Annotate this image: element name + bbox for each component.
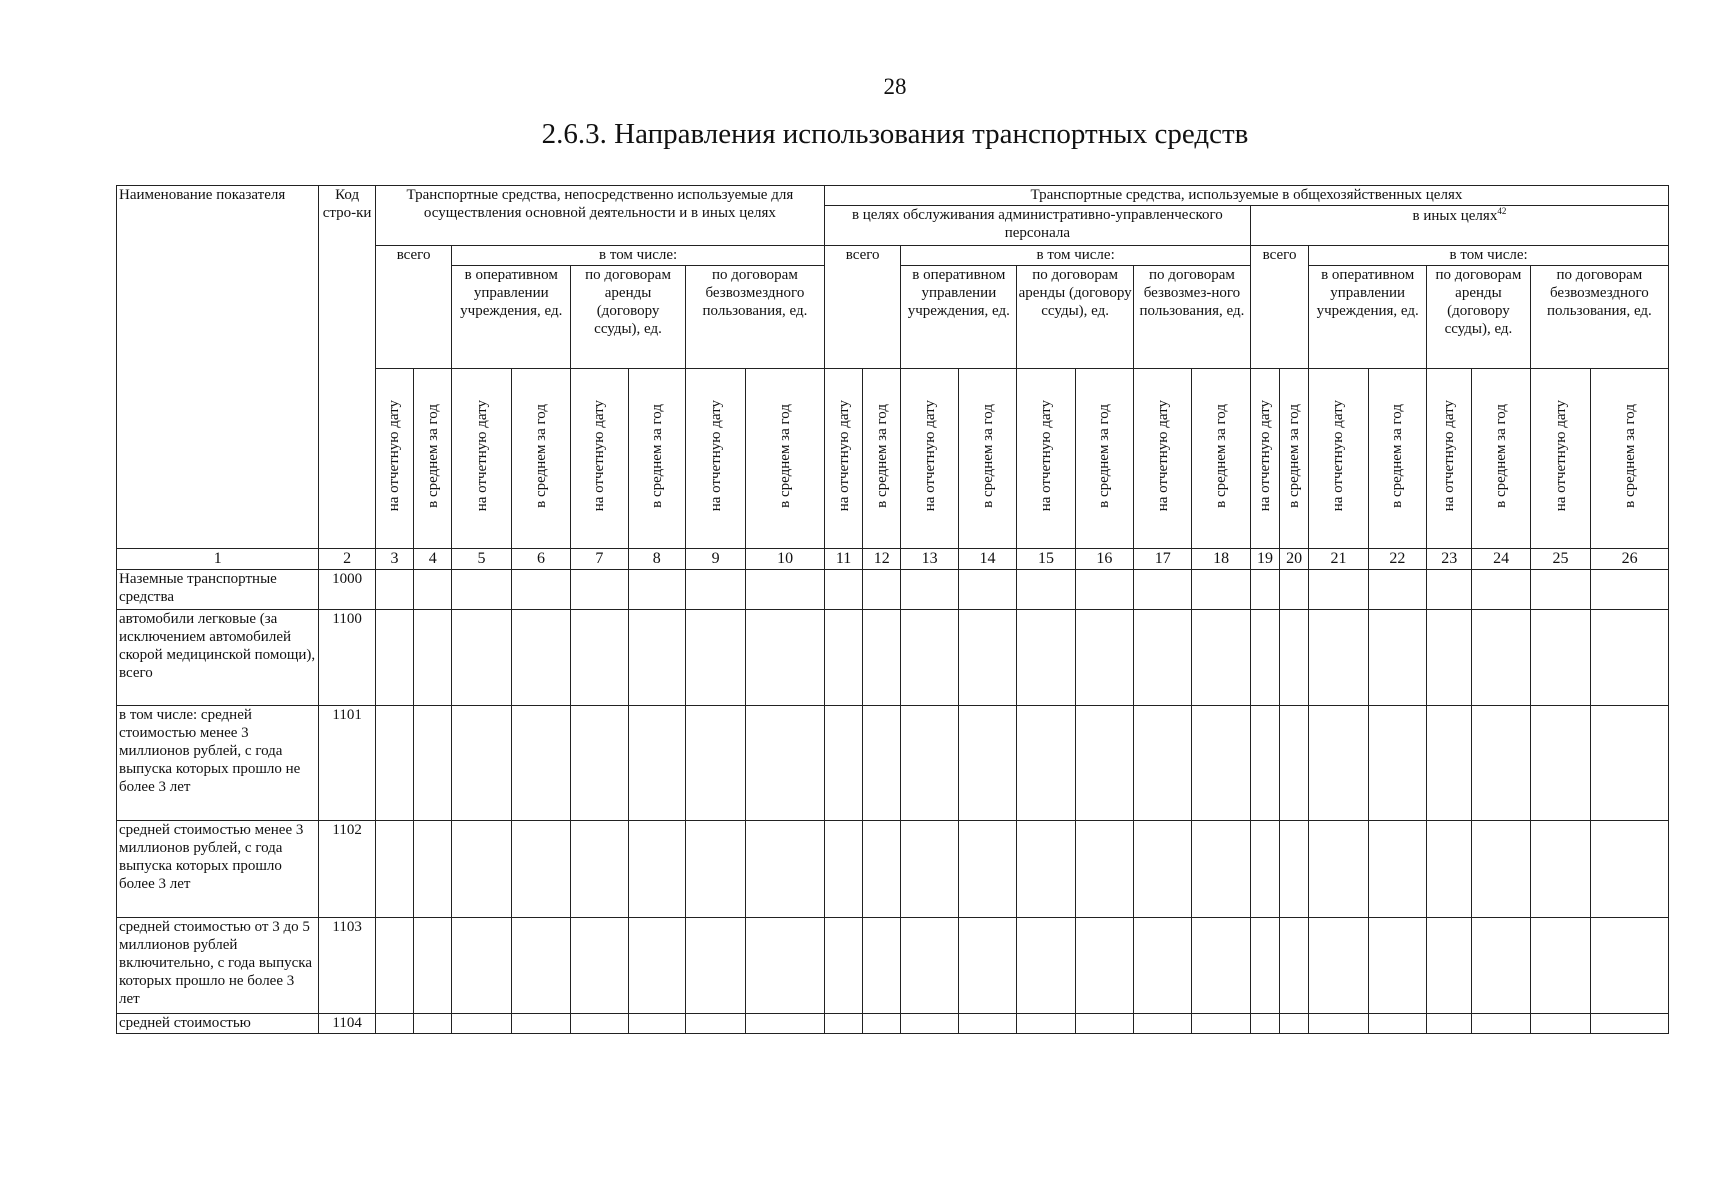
value-cell[interactable] bbox=[571, 918, 628, 1014]
column-number: 16 bbox=[1075, 549, 1133, 570]
value-cell[interactable] bbox=[1368, 821, 1426, 918]
header-lease-admin: по договорам аренды (договору ссуды), ед. bbox=[1017, 266, 1134, 369]
value-cell[interactable] bbox=[375, 570, 413, 610]
on-date-label: на отчетную дату bbox=[1256, 400, 1273, 512]
value-cell[interactable] bbox=[1192, 1014, 1250, 1034]
value-cell[interactable] bbox=[1591, 706, 1669, 821]
value-cell[interactable] bbox=[375, 706, 413, 821]
on-date-label: на отчетную дату bbox=[707, 400, 724, 512]
header-including-admin: в том числе: bbox=[901, 246, 1250, 266]
value-cell[interactable] bbox=[571, 821, 628, 918]
header-on-date bbox=[375, 369, 413, 549]
value-cell[interactable] bbox=[1250, 706, 1279, 821]
value-cell[interactable] bbox=[1075, 610, 1133, 706]
header-free-use-admin: по договорам безвозмез-ного пользования, ед. bbox=[1134, 266, 1251, 369]
value-cell[interactable] bbox=[1075, 706, 1133, 821]
header-lease-other: по договорам аренды (договору ссуды), ед. bbox=[1427, 266, 1531, 369]
column-number: 26 bbox=[1591, 549, 1669, 570]
value-cell[interactable] bbox=[1472, 610, 1530, 706]
value-cell[interactable] bbox=[1017, 918, 1075, 1014]
table-row bbox=[117, 918, 1669, 1014]
value-cell[interactable] bbox=[452, 918, 511, 1014]
value-cell[interactable] bbox=[1075, 821, 1133, 918]
column-number: 2 bbox=[319, 549, 375, 570]
avg-year-label: в среднем за год bbox=[1096, 404, 1113, 508]
value-cell[interactable] bbox=[511, 610, 570, 706]
header-operational-main: в оперативном управлении учреждения, ед. bbox=[452, 266, 571, 369]
value-cell[interactable] bbox=[863, 1014, 901, 1034]
value-cell[interactable] bbox=[1368, 706, 1426, 821]
column-number: 6 bbox=[511, 549, 570, 570]
header-avg-year bbox=[1368, 369, 1426, 549]
value-cell[interactable] bbox=[901, 570, 958, 610]
header-on-date bbox=[1309, 369, 1368, 549]
value-cell[interactable] bbox=[1134, 706, 1192, 821]
value-cell[interactable] bbox=[1280, 706, 1309, 821]
header-avg-year bbox=[1280, 369, 1309, 549]
value-cell[interactable] bbox=[1368, 610, 1426, 706]
value-cell[interactable] bbox=[685, 610, 745, 706]
value-cell[interactable] bbox=[628, 706, 685, 821]
header-total-admin: всего bbox=[824, 246, 901, 369]
value-cell[interactable] bbox=[1309, 610, 1368, 706]
header-sub-admin: в целях обслуживания административно-управленческого персонала bbox=[824, 206, 1250, 246]
value-cell[interactable] bbox=[1192, 821, 1250, 918]
row-name: автомобили легковые (за исключением автомобилей скорой медицинской помощи), всего bbox=[117, 610, 319, 706]
column-number: 1 bbox=[117, 549, 319, 570]
row-name: средней стоимостью от 3 до 5 миллионов рублей включительно, с года выпуска которых прошло не более 3 лет bbox=[117, 918, 319, 1014]
value-cell[interactable] bbox=[685, 1014, 745, 1034]
avg-year-label: в среднем за год bbox=[979, 404, 996, 508]
value-cell[interactable] bbox=[746, 610, 825, 706]
column-number: 20 bbox=[1280, 549, 1309, 570]
on-date-label: на отчетную дату bbox=[386, 400, 403, 512]
value-cell[interactable] bbox=[1280, 821, 1309, 918]
column-number: 17 bbox=[1134, 549, 1192, 570]
table-row bbox=[117, 610, 1669, 706]
value-cell[interactable] bbox=[1192, 570, 1250, 610]
table-row bbox=[117, 570, 1669, 610]
header-avg-year bbox=[511, 369, 570, 549]
header-total-other: всего bbox=[1250, 246, 1308, 369]
avg-year-label: в среднем за год bbox=[873, 404, 890, 508]
value-cell[interactable] bbox=[1472, 821, 1530, 918]
header-avg-year bbox=[958, 369, 1016, 549]
column-number: 14 bbox=[958, 549, 1016, 570]
value-cell[interactable] bbox=[901, 821, 958, 918]
header-free-use-main: по договорам безвозмездного пользования, ед. bbox=[685, 266, 824, 369]
value-cell[interactable] bbox=[511, 570, 570, 610]
value-cell[interactable] bbox=[685, 821, 745, 918]
avg-year-label: в среднем за год bbox=[1213, 404, 1230, 508]
value-cell[interactable] bbox=[628, 570, 685, 610]
value-cell[interactable] bbox=[746, 821, 825, 918]
value-cell[interactable] bbox=[1075, 570, 1133, 610]
value-cell[interactable] bbox=[863, 821, 901, 918]
header-on-date bbox=[1017, 369, 1075, 549]
value-cell[interactable] bbox=[1530, 610, 1590, 706]
value-cell[interactable] bbox=[1427, 570, 1472, 610]
on-date-label: на отчетную дату bbox=[921, 400, 938, 512]
value-cell[interactable] bbox=[1427, 610, 1472, 706]
on-date-label: на отчетную дату bbox=[1552, 400, 1569, 512]
column-number: 7 bbox=[571, 549, 628, 570]
on-date-label: на отчетную дату bbox=[1154, 400, 1171, 512]
on-date-label: на отчетную дату bbox=[835, 400, 852, 512]
transport-usage-table bbox=[116, 185, 1669, 1034]
table-row bbox=[117, 706, 1669, 821]
header-including-main: в том числе: bbox=[452, 246, 825, 266]
column-number: 23 bbox=[1427, 549, 1472, 570]
value-cell[interactable] bbox=[1134, 1014, 1192, 1034]
on-date-label: на отчетную дату bbox=[473, 400, 490, 512]
value-cell[interactable] bbox=[958, 706, 1016, 821]
value-cell[interactable] bbox=[824, 570, 862, 610]
value-cell[interactable] bbox=[414, 918, 452, 1014]
value-cell[interactable] bbox=[1309, 1014, 1368, 1034]
value-cell[interactable] bbox=[901, 1014, 958, 1034]
value-cell[interactable] bbox=[375, 1014, 413, 1034]
header-avg-year bbox=[863, 369, 901, 549]
value-cell[interactable] bbox=[746, 1014, 825, 1034]
value-cell[interactable] bbox=[1134, 918, 1192, 1014]
row-name: средней стоимостью bbox=[117, 1014, 319, 1034]
header-operational-other: в оперативном управлении учреждения, ед. bbox=[1309, 266, 1427, 369]
value-cell[interactable] bbox=[1309, 821, 1368, 918]
header-on-date bbox=[685, 369, 745, 549]
value-cell[interactable] bbox=[1530, 706, 1590, 821]
header-on-date bbox=[1530, 369, 1590, 549]
value-cell[interactable] bbox=[375, 821, 413, 918]
column-number: 3 bbox=[375, 549, 413, 570]
column-number: 10 bbox=[746, 549, 825, 570]
value-cell[interactable] bbox=[511, 821, 570, 918]
value-cell[interactable] bbox=[901, 610, 958, 706]
value-cell[interactable] bbox=[1309, 918, 1368, 1014]
header-free-use-other: по договорам безвозмездного пользования, ед. bbox=[1530, 266, 1668, 369]
column-number: 19 bbox=[1250, 549, 1279, 570]
value-cell[interactable] bbox=[1309, 570, 1368, 610]
column-number: 8 bbox=[628, 549, 685, 570]
value-cell[interactable] bbox=[414, 610, 452, 706]
header-row-code: Код стро-ки bbox=[319, 186, 375, 549]
value-cell[interactable] bbox=[1250, 821, 1279, 918]
row-code: 1102 bbox=[319, 821, 375, 918]
value-cell[interactable] bbox=[375, 918, 413, 1014]
value-cell[interactable] bbox=[452, 706, 511, 821]
value-cell[interactable] bbox=[1075, 1014, 1133, 1034]
header-on-date bbox=[571, 369, 628, 549]
value-cell[interactable] bbox=[1427, 821, 1472, 918]
value-cell[interactable] bbox=[1134, 610, 1192, 706]
value-cell[interactable] bbox=[1472, 570, 1530, 610]
value-cell[interactable] bbox=[571, 1014, 628, 1034]
value-cell[interactable] bbox=[1134, 821, 1192, 918]
on-date-label: на отчетную дату bbox=[1330, 400, 1347, 512]
value-cell[interactable] bbox=[1368, 918, 1426, 1014]
value-cell[interactable] bbox=[824, 706, 862, 821]
avg-year-label: в среднем за год bbox=[532, 404, 549, 508]
on-date-label: на отчетную дату bbox=[591, 400, 608, 512]
avg-year-label: в среднем за год bbox=[1389, 404, 1406, 508]
header-avg-year bbox=[1591, 369, 1669, 549]
value-cell[interactable] bbox=[1472, 1014, 1530, 1034]
column-number: 13 bbox=[901, 549, 958, 570]
avg-year-label: в среднем за год bbox=[424, 404, 441, 508]
column-number: 24 bbox=[1472, 549, 1530, 570]
value-cell[interactable] bbox=[628, 821, 685, 918]
page-number: 28 bbox=[883, 74, 907, 99]
row-code: 1103 bbox=[319, 918, 375, 1014]
column-number: 11 bbox=[824, 549, 862, 570]
value-cell[interactable] bbox=[958, 1014, 1016, 1034]
column-number: 12 bbox=[863, 549, 901, 570]
header-group-general: Транспортные средства, используемые в общехозяйственных целях bbox=[824, 186, 1668, 206]
header-avg-year bbox=[414, 369, 452, 549]
avg-year-label: в среднем за год bbox=[777, 404, 794, 508]
value-cell[interactable] bbox=[824, 821, 862, 918]
table-row bbox=[117, 821, 1669, 918]
header-avg-year bbox=[1472, 369, 1530, 549]
value-cell[interactable] bbox=[452, 570, 511, 610]
table-row bbox=[117, 1014, 1669, 1034]
header-on-date bbox=[901, 369, 958, 549]
value-cell[interactable] bbox=[863, 570, 901, 610]
row-code: 1104 bbox=[319, 1014, 375, 1034]
value-cell[interactable] bbox=[1017, 1014, 1075, 1034]
avg-year-label: в среднем за год bbox=[1621, 404, 1638, 508]
value-cell[interactable] bbox=[1530, 821, 1590, 918]
row-code: 1100 bbox=[319, 610, 375, 706]
value-cell[interactable] bbox=[1368, 570, 1426, 610]
value-cell[interactable] bbox=[414, 821, 452, 918]
value-cell[interactable] bbox=[511, 1014, 570, 1034]
header-on-date bbox=[1250, 369, 1279, 549]
value-cell[interactable] bbox=[824, 1014, 862, 1034]
header-avg-year bbox=[1075, 369, 1133, 549]
header-on-date bbox=[452, 369, 511, 549]
value-cell[interactable] bbox=[414, 706, 452, 821]
header-indicator-name: Наименование показателя bbox=[117, 186, 319, 549]
value-cell[interactable] bbox=[746, 706, 825, 821]
value-cell[interactable] bbox=[901, 706, 958, 821]
value-cell[interactable] bbox=[1280, 918, 1309, 1014]
value-cell[interactable] bbox=[628, 610, 685, 706]
header-operational-admin: в оперативном управлении учреждения, ед. bbox=[901, 266, 1017, 369]
row-name: Наземные транспортные средства bbox=[117, 570, 319, 610]
value-cell[interactable] bbox=[1192, 918, 1250, 1014]
value-cell[interactable] bbox=[1530, 1014, 1590, 1034]
value-cell[interactable] bbox=[863, 706, 901, 821]
value-cell[interactable] bbox=[958, 610, 1016, 706]
value-cell[interactable] bbox=[628, 1014, 685, 1034]
value-cell[interactable] bbox=[375, 610, 413, 706]
header-on-date bbox=[1427, 369, 1472, 549]
value-cell[interactable] bbox=[1591, 610, 1669, 706]
header-on-date bbox=[1134, 369, 1192, 549]
value-cell[interactable] bbox=[685, 706, 745, 821]
value-cell[interactable] bbox=[685, 918, 745, 1014]
value-cell[interactable] bbox=[1250, 570, 1279, 610]
value-cell[interactable] bbox=[1192, 610, 1250, 706]
value-cell[interactable] bbox=[414, 570, 452, 610]
row-code: 1000 bbox=[319, 570, 375, 610]
value-cell[interactable] bbox=[1309, 706, 1368, 821]
value-cell[interactable] bbox=[1591, 570, 1669, 610]
header-avg-year bbox=[1192, 369, 1250, 549]
value-cell[interactable] bbox=[901, 918, 958, 1014]
header-avg-year bbox=[628, 369, 685, 549]
value-cell[interactable] bbox=[1250, 610, 1279, 706]
header-group-main: Транспортные средства, непосредственно используемые для осуществления основной деятельности и в иных целях bbox=[375, 186, 824, 246]
value-cell[interactable] bbox=[1427, 1014, 1472, 1034]
value-cell[interactable] bbox=[685, 570, 745, 610]
value-cell[interactable] bbox=[958, 821, 1016, 918]
header-sub-other bbox=[1250, 206, 1668, 246]
row-code: 1101 bbox=[319, 706, 375, 821]
header-total-main: всего bbox=[375, 246, 452, 369]
sub-other-label: в иных целях bbox=[1412, 208, 1498, 224]
value-cell[interactable] bbox=[824, 918, 862, 1014]
row-name: средней стоимостью менее 3 миллионов рублей, с года выпуска которых прошло более 3 лет bbox=[117, 821, 319, 918]
value-cell[interactable] bbox=[511, 706, 570, 821]
column-number: 21 bbox=[1309, 549, 1368, 570]
value-cell[interactable] bbox=[1017, 610, 1075, 706]
column-number: 5 bbox=[452, 549, 511, 570]
value-cell[interactable] bbox=[1591, 821, 1669, 918]
value-cell[interactable] bbox=[571, 706, 628, 821]
column-number: 15 bbox=[1017, 549, 1075, 570]
value-cell[interactable] bbox=[1250, 918, 1279, 1014]
value-cell[interactable] bbox=[1250, 1014, 1279, 1034]
value-cell[interactable] bbox=[958, 918, 1016, 1014]
header-including-other: в том числе: bbox=[1309, 246, 1669, 266]
value-cell[interactable] bbox=[1134, 570, 1192, 610]
value-cell[interactable] bbox=[863, 918, 901, 1014]
header-lease-main: по договорам аренды (договору ссуды), ед. bbox=[571, 266, 686, 369]
value-cell[interactable] bbox=[452, 610, 511, 706]
value-cell[interactable] bbox=[824, 610, 862, 706]
value-cell[interactable] bbox=[1192, 706, 1250, 821]
value-cell[interactable] bbox=[1368, 1014, 1426, 1034]
column-number: 4 bbox=[414, 549, 452, 570]
value-cell[interactable] bbox=[746, 918, 825, 1014]
value-cell[interactable] bbox=[863, 610, 901, 706]
avg-year-label: в среднем за год bbox=[648, 404, 665, 508]
value-cell[interactable] bbox=[1427, 918, 1472, 1014]
value-cell[interactable] bbox=[958, 570, 1016, 610]
value-cell[interactable] bbox=[571, 570, 628, 610]
value-cell[interactable] bbox=[1017, 706, 1075, 821]
value-cell[interactable] bbox=[1591, 918, 1669, 1014]
value-cell[interactable] bbox=[511, 918, 570, 1014]
footnote-mark: 42 bbox=[1497, 206, 1507, 216]
column-number: 25 bbox=[1530, 549, 1590, 570]
value-cell[interactable] bbox=[452, 821, 511, 918]
value-cell[interactable] bbox=[571, 610, 628, 706]
value-cell[interactable] bbox=[1530, 570, 1590, 610]
value-cell[interactable] bbox=[452, 1014, 511, 1034]
value-cell[interactable] bbox=[1017, 821, 1075, 918]
column-number: 22 bbox=[1368, 549, 1426, 570]
page-title: 2.6.3. Направления использования транспортных средств bbox=[541, 118, 1249, 150]
value-cell[interactable] bbox=[1427, 706, 1472, 821]
value-cell[interactable] bbox=[414, 1014, 452, 1034]
avg-year-label: в среднем за год bbox=[1493, 404, 1510, 508]
value-cell[interactable] bbox=[1075, 918, 1133, 1014]
avg-year-label: в среднем за год bbox=[1286, 404, 1303, 508]
header-avg-year bbox=[746, 369, 825, 549]
value-cell[interactable] bbox=[1017, 570, 1075, 610]
value-cell[interactable] bbox=[1280, 1014, 1309, 1034]
on-date-label: на отчетную дату bbox=[1441, 400, 1458, 512]
value-cell[interactable] bbox=[628, 918, 685, 1014]
row-name: в том числе: средней стоимостью менее 3 миллионов рублей, с года выпуска которых прошло не более 3 лет bbox=[117, 706, 319, 821]
value-cell[interactable] bbox=[1530, 918, 1590, 1014]
column-number: 18 bbox=[1192, 549, 1250, 570]
value-cell[interactable] bbox=[1280, 570, 1309, 610]
column-number: 9 bbox=[685, 549, 745, 570]
value-cell[interactable] bbox=[1591, 1014, 1669, 1034]
on-date-label: на отчетную дату bbox=[1037, 400, 1054, 512]
header-on-date bbox=[824, 369, 862, 549]
value-cell[interactable] bbox=[1472, 918, 1530, 1014]
value-cell[interactable] bbox=[1280, 610, 1309, 706]
value-cell[interactable] bbox=[746, 570, 825, 610]
value-cell[interactable] bbox=[1472, 706, 1530, 821]
